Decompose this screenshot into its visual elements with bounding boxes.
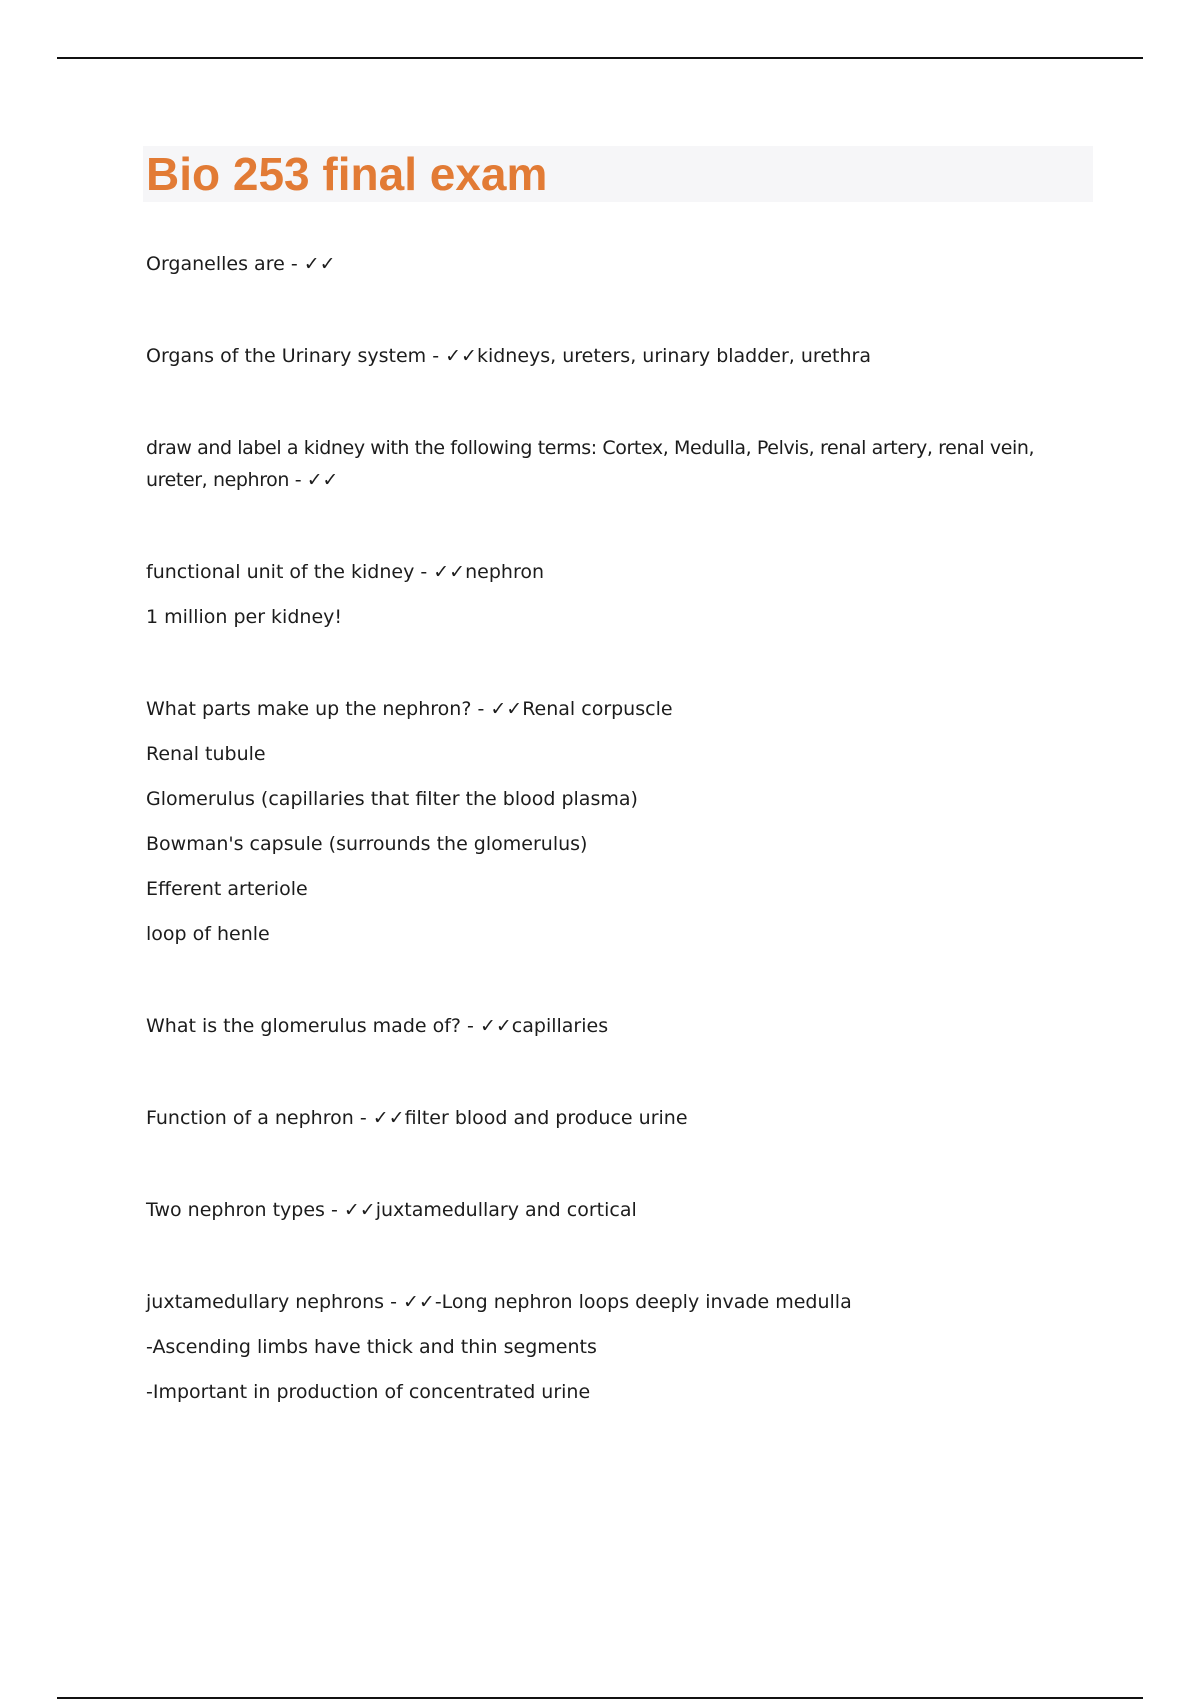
qa-line [146,1010,1096,1042]
answer-text: capillaries [511,1015,609,1037]
document-body [146,248,1096,1408]
answer-continuation: Renal tubule [146,743,266,765]
answer-text: filter blood and produce urine [404,1107,688,1129]
answer-continuation: Glomerulus (capillaries that filter the blood plasma) [146,788,638,810]
qa-entry-nephron-types [146,1194,1096,1226]
question-text: draw and label a kidney with the following terms: Cortex, Medulla, Pelvis, renal artery, renal vein, ureter, nephron - [146,437,1035,491]
check-icon: ✓✓ [490,698,523,720]
answer-continuation: loop of henle [146,923,270,945]
question-text: Organelles are - [146,253,304,275]
qa-line [146,556,1096,588]
top-rule [57,57,1143,59]
question-text: Function of a nephron - [146,1107,373,1129]
qa-entry-functional-unit [146,556,1096,633]
question-text: Organs of the Urinary system - [146,345,446,367]
answer-continuation: 1 million per kidney! [146,606,342,628]
answer-continuation: -Important in production of concentrated urine [146,1381,591,1403]
qa-line [146,693,1096,725]
qa-entry-draw-kidney [146,432,1096,496]
qa-line [146,340,1096,372]
qa-entry-glomerulus [146,1010,1096,1042]
answer-text: -Long nephron loops deeply invade medulla [434,1291,852,1313]
question-text: functional unit of the kidney - [146,561,434,583]
qa-entry-organelles [146,248,1096,280]
qa-line [146,1194,1096,1226]
answer-text: kidneys, ureters, urinary bladder, urethra [476,345,871,367]
answer-text: Renal corpuscle [522,698,673,720]
qa-line [146,248,1096,280]
question-text: What parts make up the nephron? - [146,698,491,720]
check-icon: ✓✓ [433,561,466,583]
check-icon: ✓✓ [303,253,336,275]
qa-entry-nephron-function [146,1102,1096,1134]
check-icon: ✓✓ [372,1107,405,1129]
qa-line [146,1102,1096,1134]
check-icon: ✓✓ [343,1199,376,1221]
check-icon: ✓✓ [445,345,477,367]
qa-entry-juxtamedullary [146,1286,1096,1408]
answer-continuation: -Ascending limbs have thick and thin segments [146,1336,597,1358]
check-icon: ✓✓ [479,1015,512,1037]
bottom-rule [57,1697,1143,1699]
check-icon: ✓✓ [402,1291,435,1313]
title-bar [143,146,1093,202]
document-title: Bio 253 final exam [146,148,548,200]
answer-text: juxtamedullary and cortical [375,1199,637,1221]
qa-line [146,1286,1096,1318]
question-text: juxtamedullary nephrons - [146,1291,403,1313]
qa-line [146,432,1096,496]
qa-entry-nephron-parts [146,693,1096,950]
answer-text: nephron [465,561,545,583]
question-text: Two nephron types - [146,1199,344,1221]
qa-entry-urinary-organs [146,340,1096,372]
question-text: What is the glomerulus made of? - [146,1015,480,1037]
check-icon: ✓✓ [306,469,338,491]
answer-continuation: Bowman's capsule (surrounds the glomerulus) [146,833,588,855]
answer-continuation: Efferent arteriole [146,878,308,900]
